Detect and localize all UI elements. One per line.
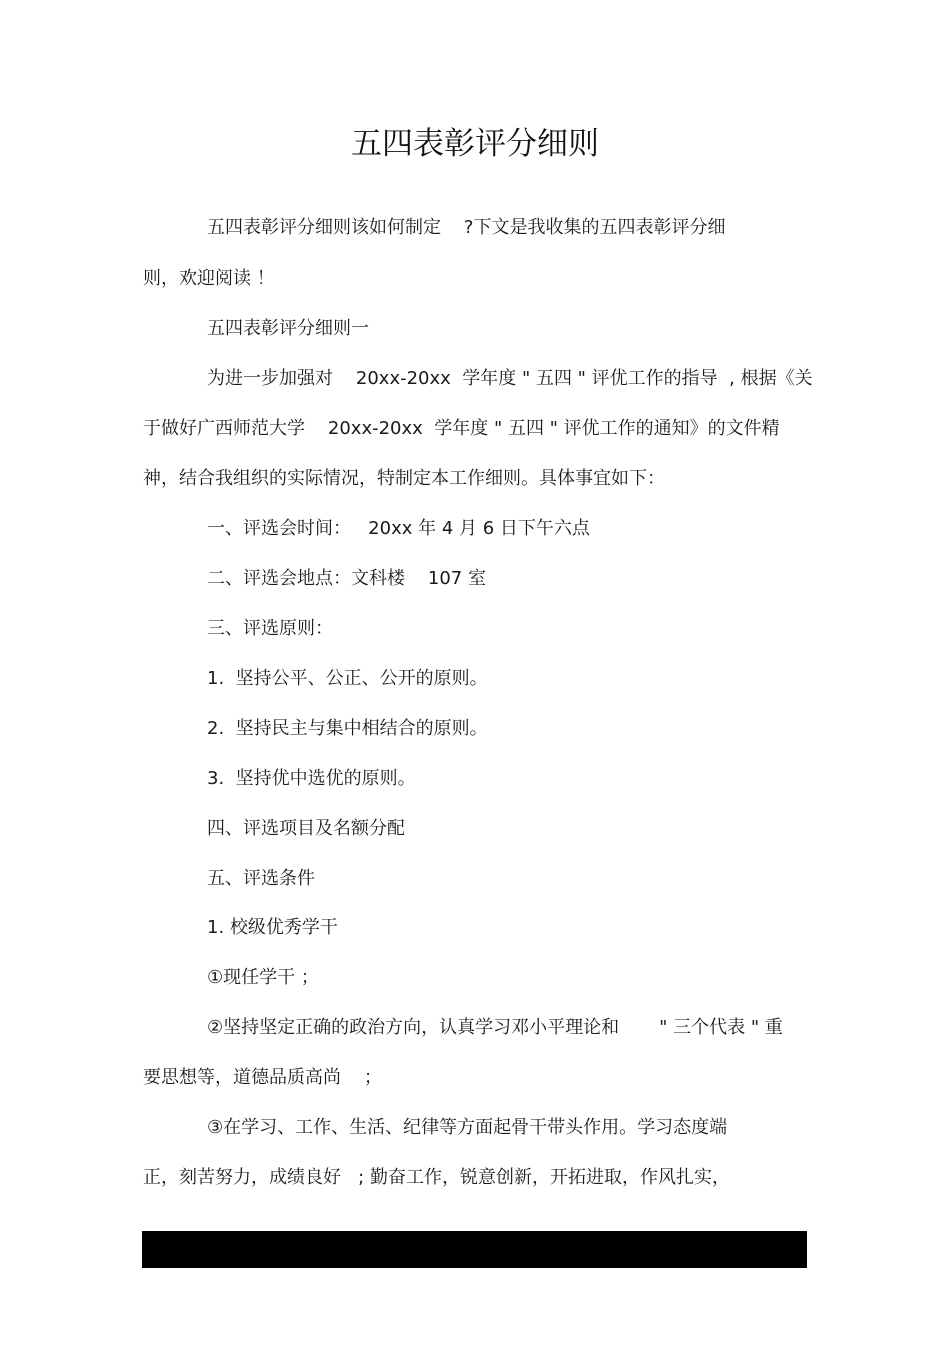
condition-item-2-line-1: ②坚持坚定正确的政治方向，认真学习邓小平理论和 " 三个代表 " 重	[207, 1017, 783, 1038]
quota-heading: 四、评选项目及名额分配	[207, 818, 405, 839]
body-paragraph-line-1: 为进一步加强对 20xx-20xx 学年度 " 五四 " 评优工作的指导 , 根据《关	[207, 368, 813, 389]
conditions-heading: 五、评选条件	[207, 868, 315, 889]
section-heading: 五四表彰评分细则一	[207, 318, 369, 339]
body-paragraph-line-3: 神，结合我组织的实际情况，特制定本工作细则。具体事宜如下：	[143, 468, 665, 489]
intro-paragraph-line-1: 五四表彰评分细则该如何制定 ?下文是我收集的五四表彰评分细	[207, 217, 726, 238]
body-paragraph-line-2: 于做好广西师范大学 20xx-20xx 学年度 " 五四 " 评优工作的通知》的文件精	[143, 418, 780, 439]
meeting-location-item: 二、评选会地点：文科楼 107 室	[207, 568, 486, 589]
footer-bar	[142, 1231, 807, 1268]
principle-item-2: 2. 坚持民主与集中相结合的原则。	[207, 718, 488, 739]
intro-paragraph-line-2: 则，欢迎阅读 ！	[143, 268, 275, 289]
principles-heading: 三、评选原则：	[207, 618, 333, 639]
principle-item-1: 1. 坚持公平、公正、公开的原则。	[207, 668, 488, 689]
condition-item-1: ①现任学干 ；	[207, 967, 319, 988]
meeting-time-item: 一、评选会时间： 20xx 年 4 月 6 日下午六点	[207, 518, 590, 539]
condition-item-3-line-1: ③在学习、工作、生活、纪律等方面起骨干带头作用。学习态度端	[207, 1117, 728, 1138]
principle-item-3: 3. 坚持优中选优的原则。	[207, 768, 416, 789]
document-title: 五四表彰评分细则	[351, 126, 599, 162]
condition-item-3-line-2: 正，刻苦努力，成绩良好 ; 勤奋工作，锐意创新，开拓进取，作风扎实，	[143, 1167, 730, 1188]
condition-item-2-line-2: 要思想等，道德品质高尚 ；	[143, 1067, 382, 1088]
condition-subheading: 1. 校级优秀学干	[207, 917, 338, 938]
